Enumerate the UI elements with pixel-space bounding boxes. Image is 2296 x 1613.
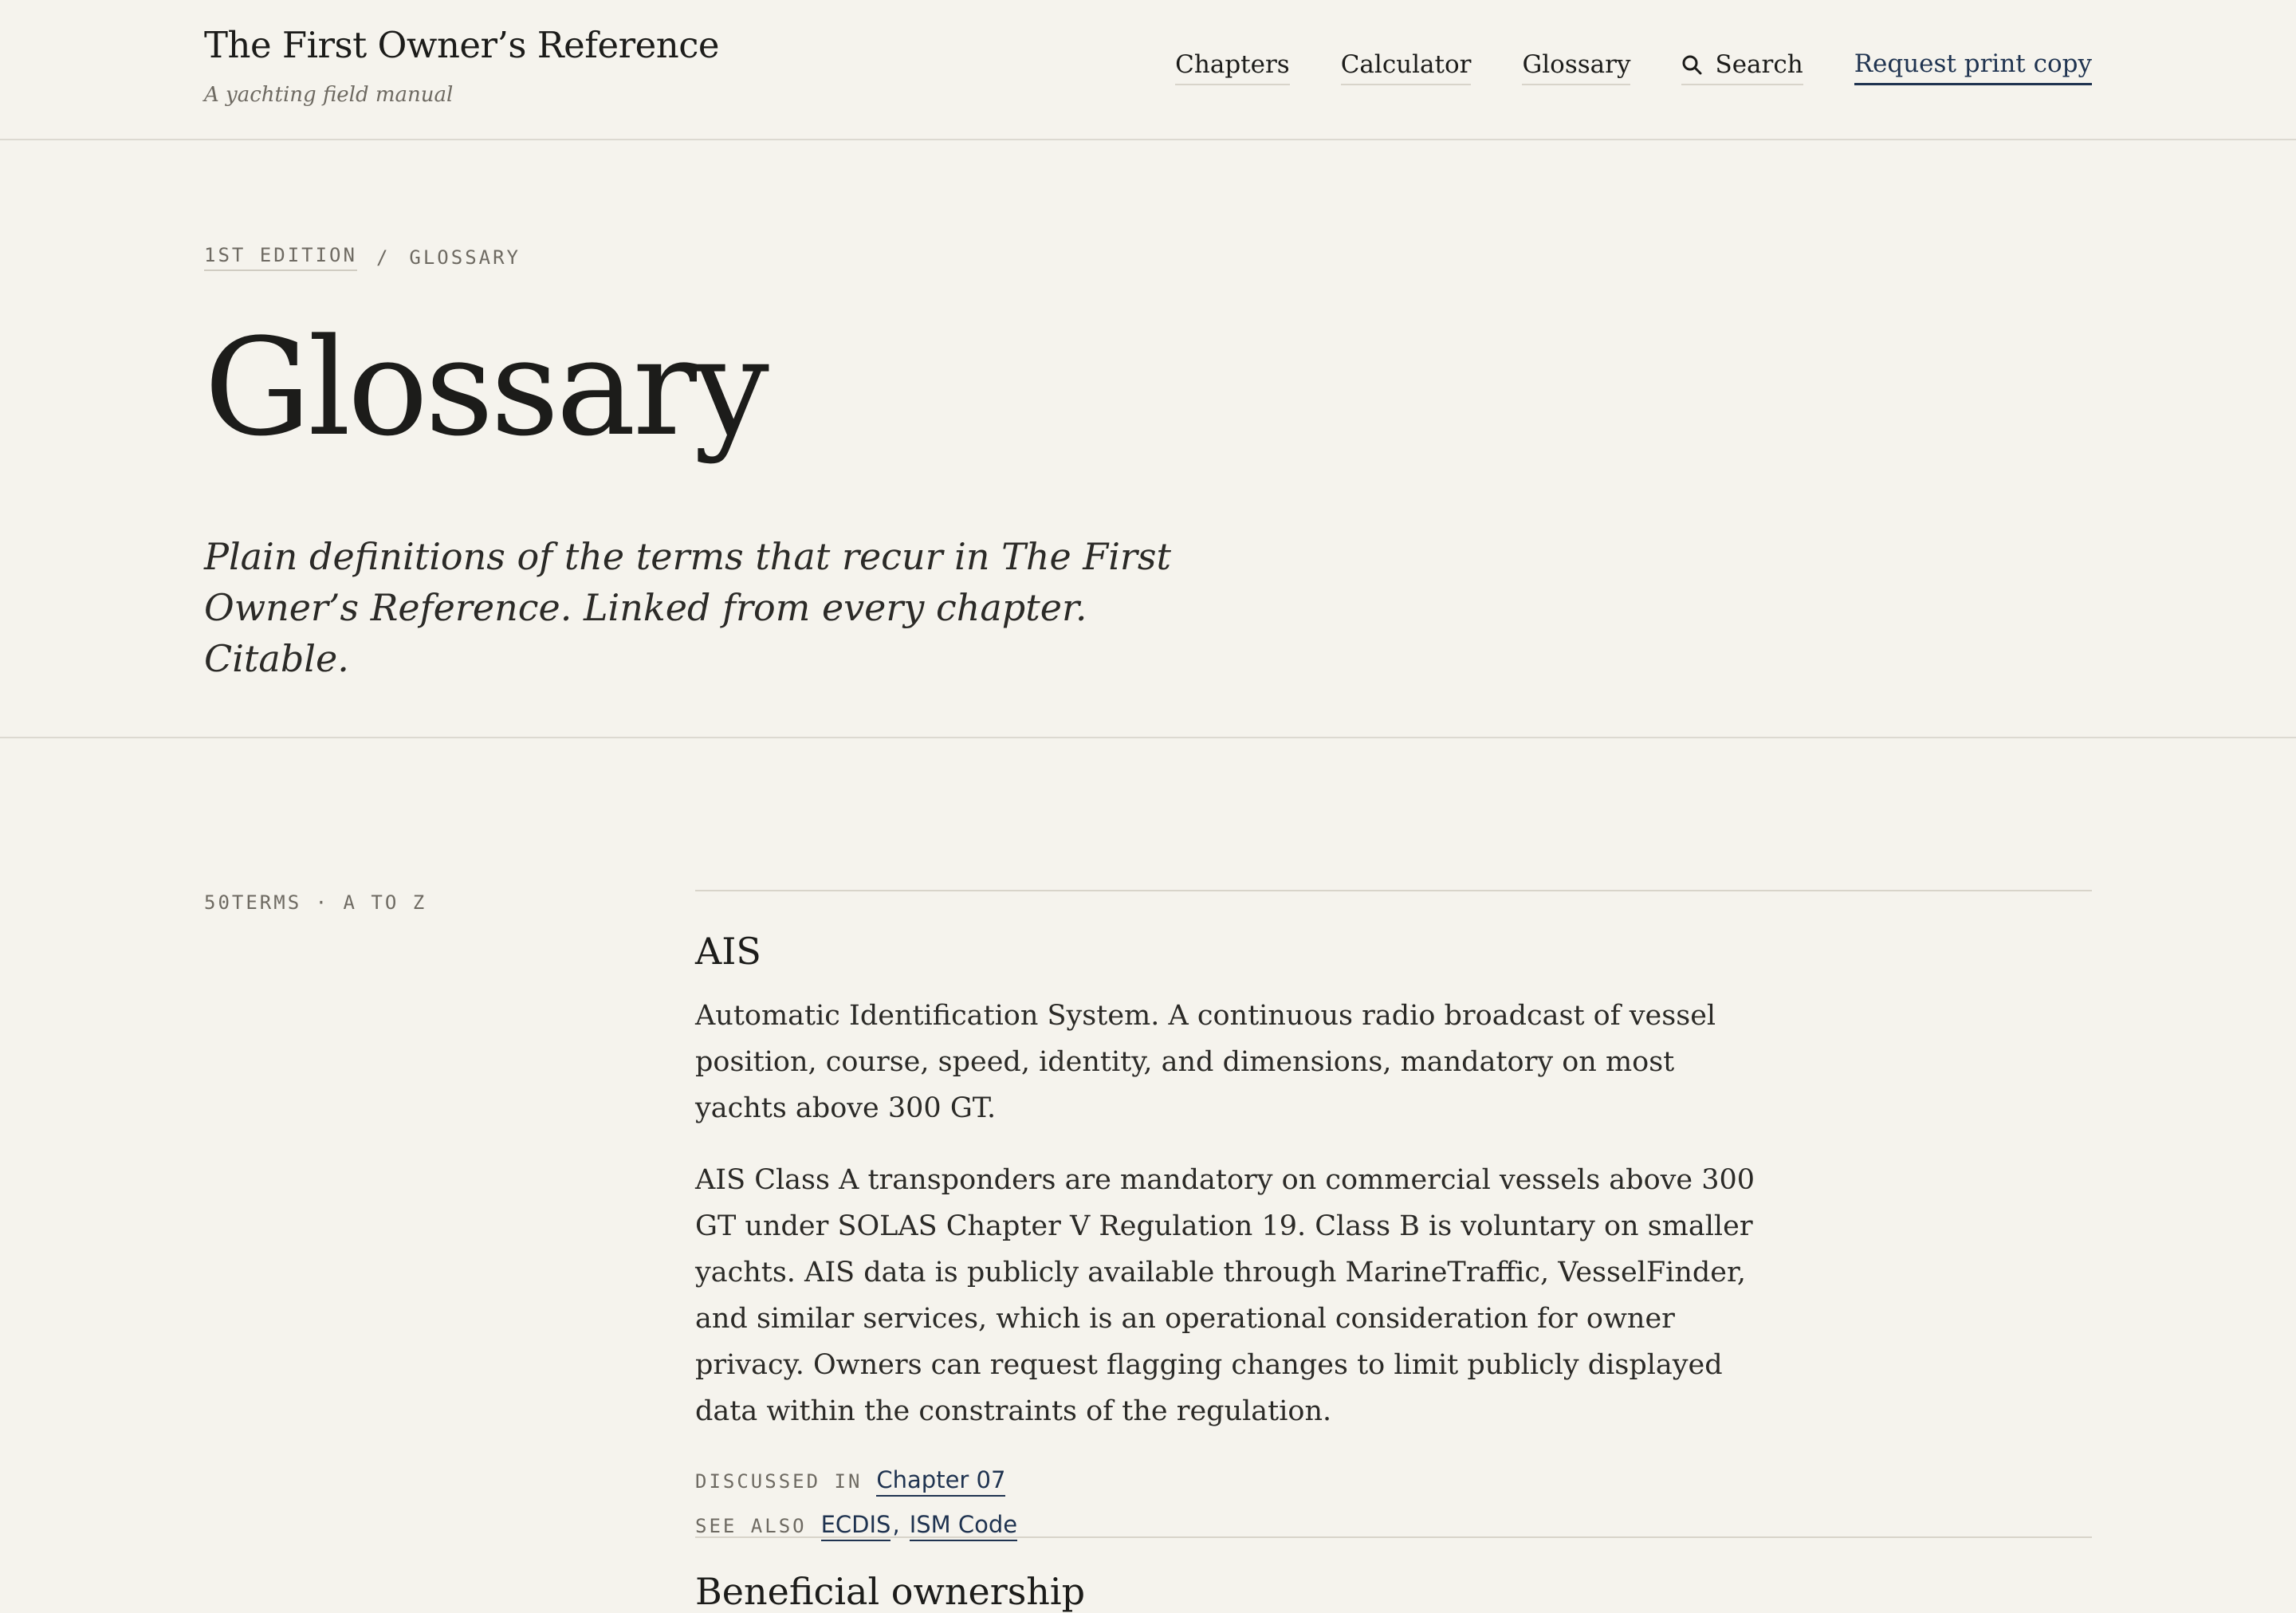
breadcrumb-separator: / xyxy=(375,246,391,269)
nav-calculator[interactable]: Calculator xyxy=(1341,50,1472,85)
glossary-entry xyxy=(695,890,2092,1541)
site-header xyxy=(0,0,2296,140)
glossary-entry xyxy=(695,1536,2092,1613)
site-title[interactable]: The First Owner’s Reference xyxy=(204,24,720,66)
entry-definition: Automatic Identification System. A continuous radio broadcast of vessel position, course, speed, identity, and dimensions, mandatory on most yachts above 300 GT. xyxy=(695,1000,1716,1125)
discussed-in-row xyxy=(695,1466,2092,1497)
nav-chapters[interactable]: Chapters xyxy=(1175,50,1290,85)
breadcrumb xyxy=(204,244,521,271)
chapter-link[interactable]: Chapter 07 xyxy=(876,1466,1005,1497)
nav-search[interactable] xyxy=(1681,50,1803,85)
request-print-copy-link[interactable]: Request print copy xyxy=(1854,49,2092,85)
entry-term: Beneficial ownership xyxy=(695,1570,1086,1613)
discussed-in-label: DISCUSSED IN xyxy=(695,1470,863,1493)
intro-section xyxy=(0,140,2296,738)
nav-search-label: Search xyxy=(1715,49,1803,79)
page-title: Glossary xyxy=(204,309,766,466)
nav-glossary[interactable]: Glossary xyxy=(1522,50,1630,85)
site-subtitle: A yachting field manual xyxy=(204,83,454,107)
see-also-link-ism-code[interactable]: ISM Code xyxy=(910,1511,1017,1541)
main-nav xyxy=(1175,49,2092,85)
breadcrumb-current: GLOSSARY xyxy=(409,246,521,269)
search-icon xyxy=(1681,54,1702,75)
entry-detail: AIS Class A transponders are mandatory on commercial vessels above 300 GT under SOLAS Chapter V Regulation 19. Class B is voluntary on smaller yachts. AIS data is publicly available through MarineTraffic, VesselFinder, and similar services, which is an operational consideration for owner privacy. Owners can request flagging changes to limit publicly displayed data within the constraints of the regulation. xyxy=(695,1164,1755,1428)
breadcrumb-edition-link[interactable]: 1ST EDITION xyxy=(204,244,357,271)
entry-term: AIS xyxy=(695,930,761,973)
see-also-separator: , xyxy=(892,1511,900,1539)
see-also-link-ecdis[interactable]: ECDIS xyxy=(821,1511,891,1541)
see-also-label: SEE ALSO xyxy=(695,1515,807,1538)
term-count-label: 50TERMS · A TO Z xyxy=(204,891,427,914)
page-lede: Plain definitions of the terms that recur in The First Owner’s Reference. Linked from every chapter. Citable. xyxy=(204,535,1172,680)
